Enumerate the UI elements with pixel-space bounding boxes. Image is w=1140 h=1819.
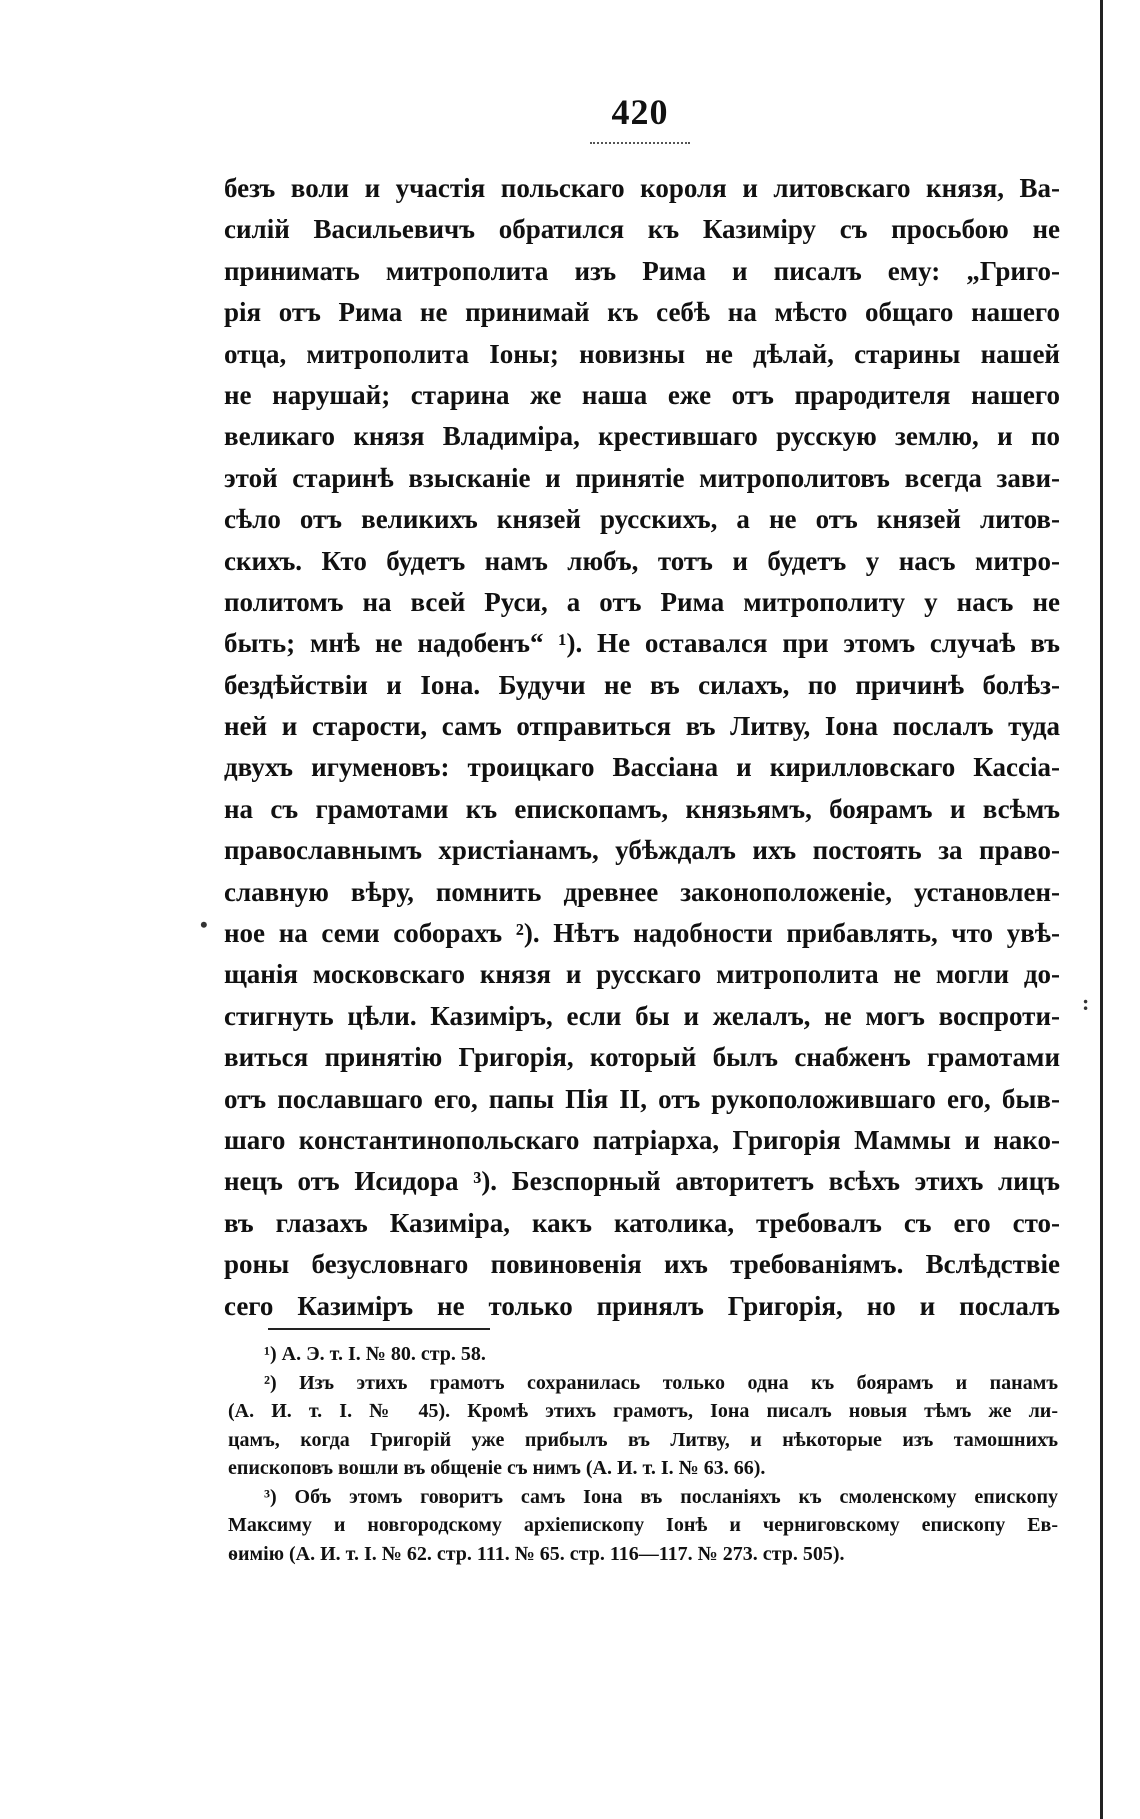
text-line: православнымъ христіанамъ, убѣждалъ ихъ постоять за право- — [224, 835, 1060, 866]
footnotes — [228, 1340, 1058, 1568]
text-line: политомъ на всей Руси, а отъ Рима митрополиту у насъ не — [224, 586, 1060, 617]
text-line: отъ пославшаго его, папы Пія II, отъ рукоположившаго его, быв- — [224, 1083, 1060, 1114]
text-line: скихъ. Кто будетъ намъ любъ, тотъ и будетъ у насъ митро- — [224, 545, 1060, 576]
page-number: 420 — [560, 92, 720, 132]
footnote-line: ³) Объ этомъ говоритъ самъ Іона въ посланіяхъ къ смоленскому епископу — [264, 1485, 1058, 1508]
text-line: славную вѣру, помнить древнее законоположеніе, установлен- — [224, 876, 1060, 907]
footnote-line: (А. И. т. I. № 45). Кромѣ этихъ грамотъ, Іона писалъ новыя тѣмъ же ли- — [228, 1400, 1058, 1422]
footnote-separator — [268, 1328, 490, 1330]
page-edge-rule — [1100, 0, 1103, 1819]
text-line: отца, митрополита Іоны; новизны не дѣлай, старины нашей — [224, 338, 1060, 369]
text-line: двухъ игуменовъ: троицкаго Вассіана и кирилловскаго Кассіа- — [224, 752, 1060, 783]
text-line: великаго князя Владиміра, крестившаго русскую землю, и по — [224, 421, 1060, 452]
footnote-line: ѳимію (А. И. т. I. № 62. стр. 111. № 65. стр. 116—117. № 273. стр. 505). — [228, 1542, 845, 1565]
main-text — [224, 168, 1060, 1327]
text-line: безъ воли и участія польскаго короля и литовскаго князя, Ва- — [224, 173, 1060, 203]
text-line: роны безусловнаго повиновенія ихъ требованіямъ. Вслѣдствіе — [224, 1249, 1060, 1280]
text-line: быть; мнѣ не надобенъ“ ¹). Не оставался при этомъ случаѣ въ — [224, 628, 1060, 659]
text-line: рія отъ Рима не принимай къ себѣ на мѣсто общаго нашего — [224, 297, 1060, 328]
footnote-line: ¹) А. Э. т. I. № 80. стр. 58. — [264, 1343, 486, 1365]
text-line: нецъ отъ Исидора ³). Безспорный авторитетъ всѣхъ этихъ лицъ — [224, 1166, 1060, 1197]
text-line: стигнуть цѣли. Казиміръ, если бы и желалъ, не могъ воспроти- — [224, 1000, 1060, 1031]
text-line: сѣло отъ великихъ князей русскихъ, а не отъ князей литов- — [224, 504, 1060, 535]
text-line: щанія московскаго князя и русскаго митрополита не могли до- — [224, 959, 1060, 990]
footnote-line: епископовъ вошли въ общеніе съ нимъ (А. И. т. I. № 63. 66). — [228, 1457, 766, 1479]
footnote-line: ²) Изъ этихъ грамотъ сохранилась только одна къ боярамъ и панамъ — [264, 1371, 1058, 1394]
text-line: принимать митрополита изъ Рима и писалъ ему: „Григо- — [224, 255, 1060, 286]
text-line: виться принятію Григорія, который былъ снабженъ грамотами — [224, 1042, 1060, 1073]
text-line: ное на семи соборахъ ²). Нѣтъ надобности прибавлять, что увѣ- — [224, 918, 1060, 949]
text-line: на съ грамотами къ епископамъ, князьямъ, боярамъ и всѣмъ — [224, 793, 1060, 824]
text-line: не нарушай; старина же наша еже отъ прародителя нашего — [224, 379, 1060, 410]
margin-colon: : — [1082, 990, 1090, 1015]
footnote-line: цамъ, когда Григорій уже прибылъ въ Литву, и нѣкоторые изъ тамошнихъ — [228, 1428, 1058, 1451]
text-line: этой старинѣ взысканіе и принятіе митрополитовъ всегда зави- — [224, 462, 1060, 493]
text-line: ней и старости, самъ отправиться въ Литву, Іона послалъ туда — [224, 711, 1060, 742]
footnote-line: Максиму и новгородскому архіепископу Іонѣ и черниговскому епископу Ев- — [228, 1514, 1058, 1536]
text-line: шаго константинопольскаго патріарха, Григорія Маммы и нако- — [224, 1124, 1060, 1155]
text-line: въ глазахъ Казиміра, какъ католика, требовалъ съ его сто- — [224, 1207, 1060, 1238]
text-line: силій Васильевичъ обратился къ Казиміру съ просьбою не — [224, 214, 1060, 245]
text-line: бездѣйствіи и Іона. Будучи не въ силахъ, по причинѣ болѣз- — [224, 669, 1060, 700]
text-line: сего Казиміръ не только принялъ Григорія, но и послалъ — [224, 1290, 1060, 1321]
margin-bullet: • — [200, 912, 208, 937]
